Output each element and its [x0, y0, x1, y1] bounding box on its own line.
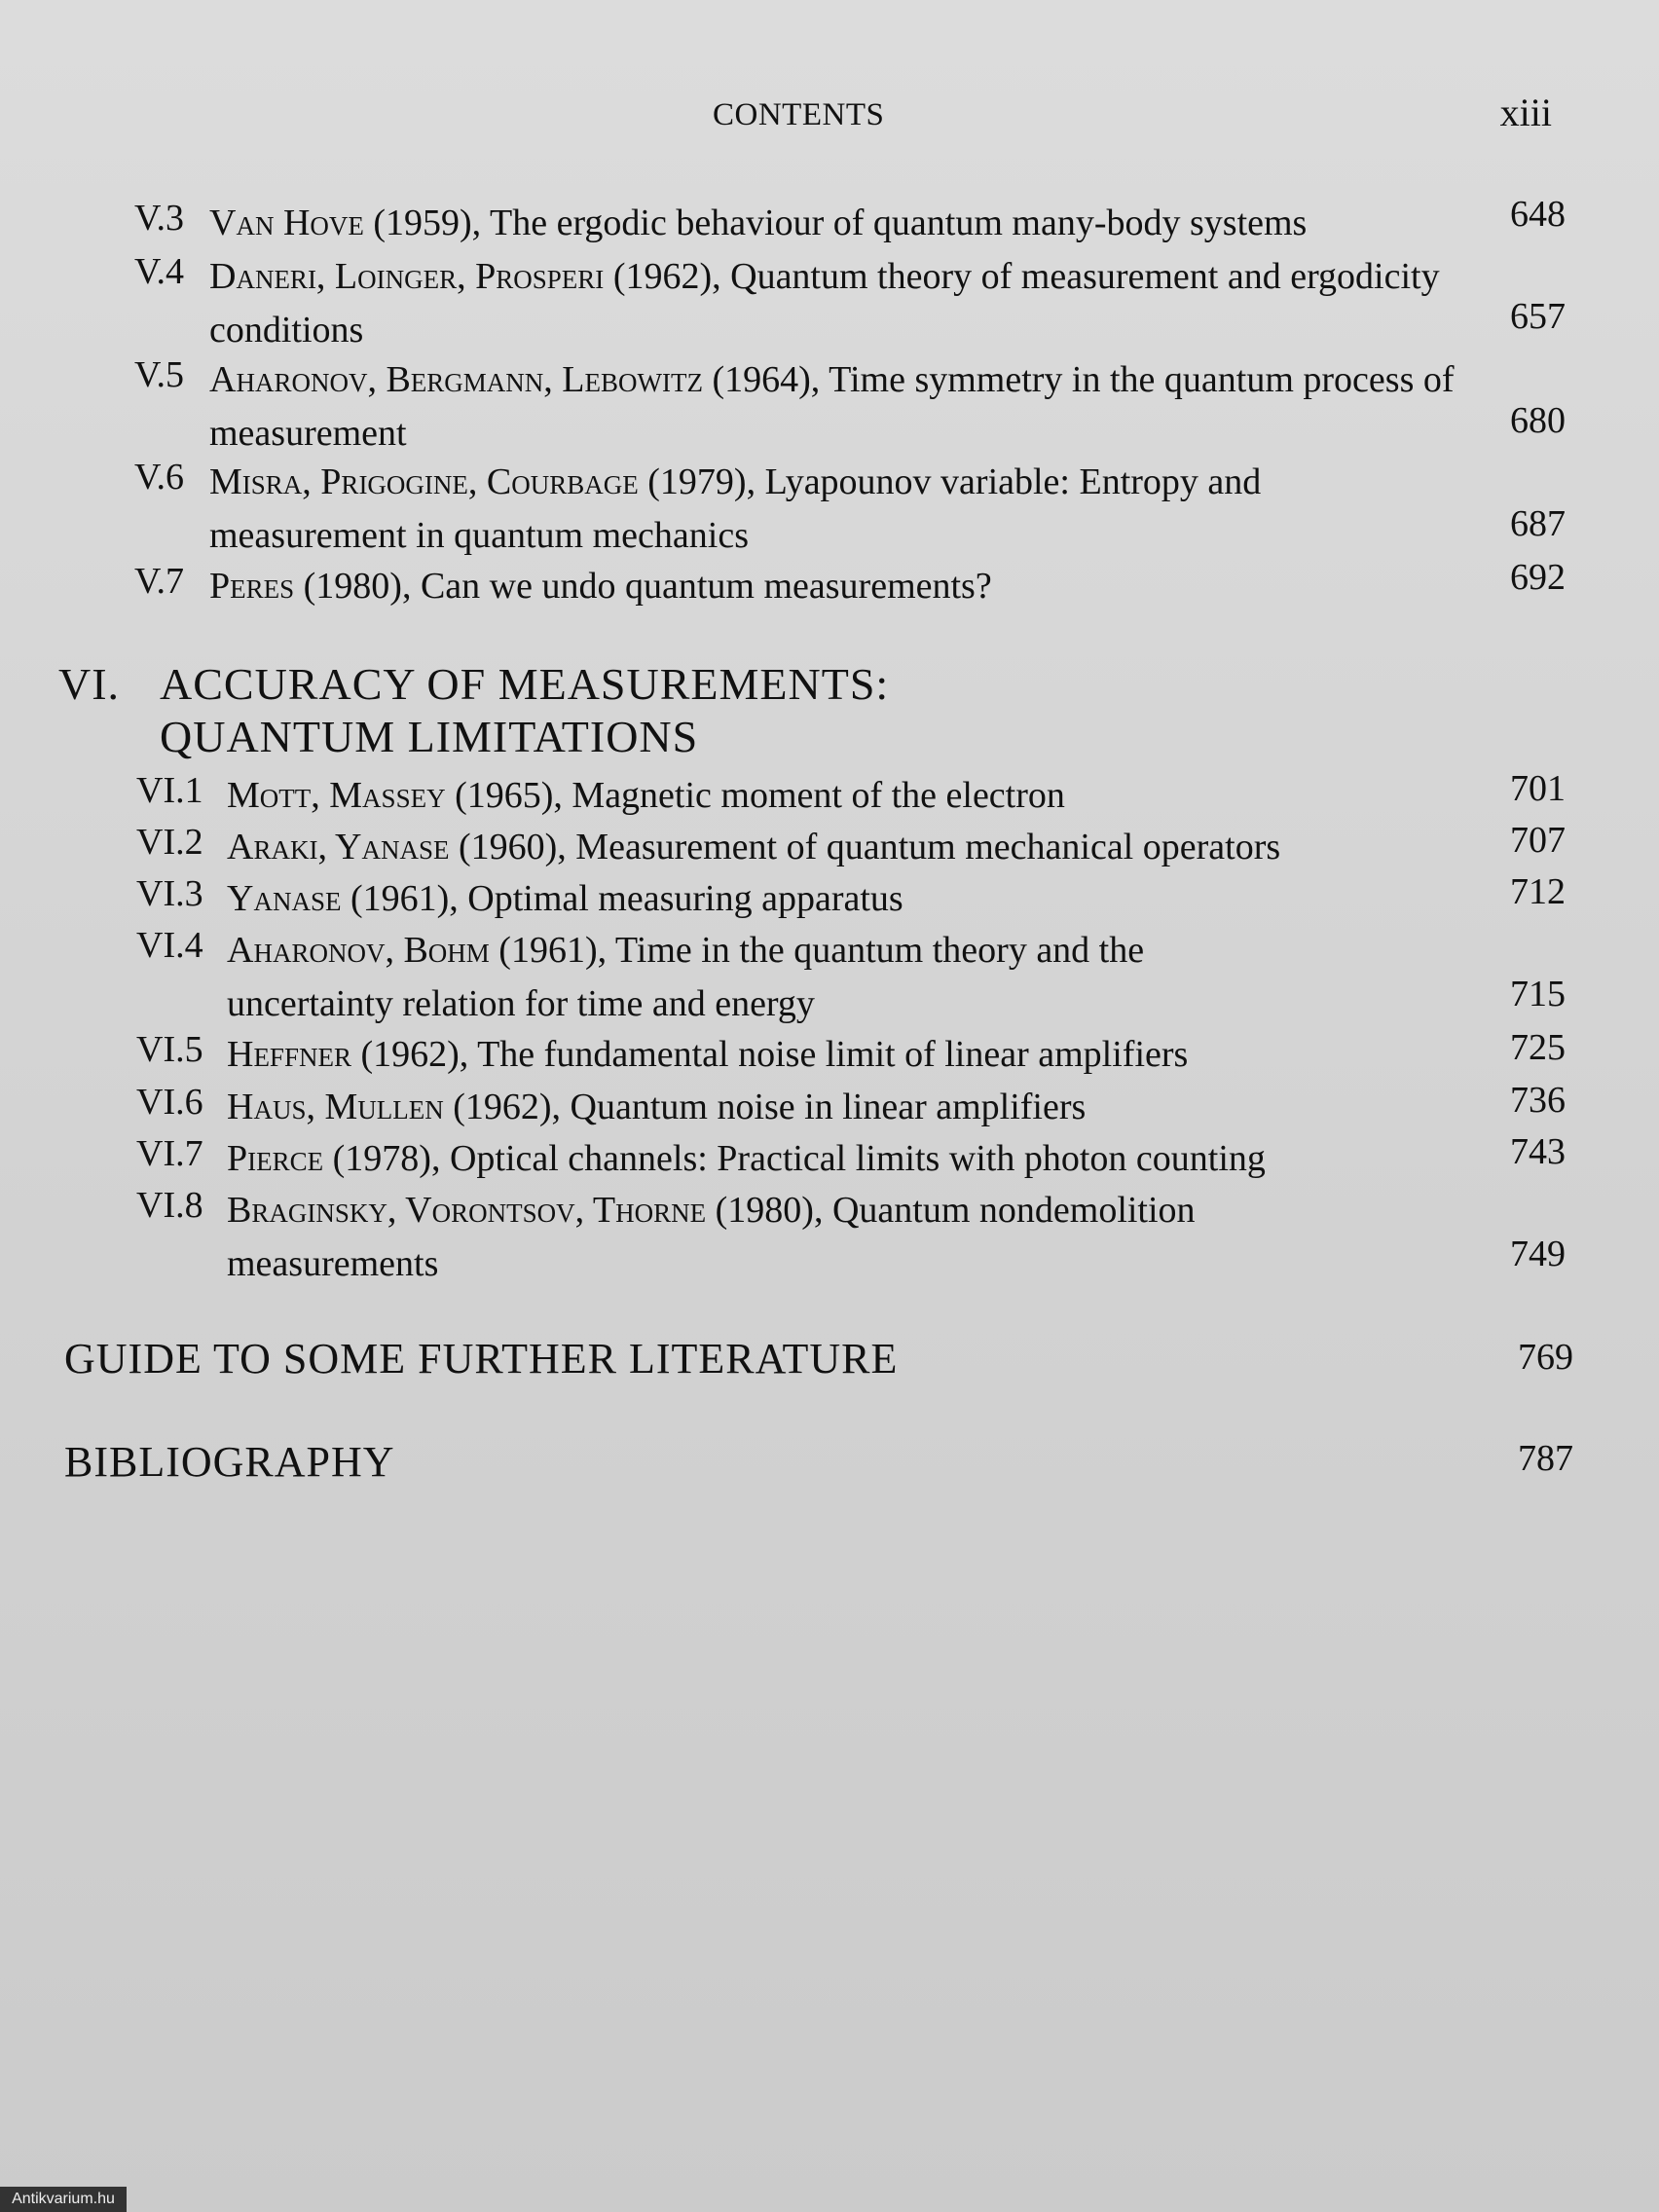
entry-number: V.4	[134, 251, 185, 292]
entry-authors: Mott, Massey	[227, 775, 446, 816]
entry-title: (1962), The fundamental noise limit of linear amplifiers	[350, 1034, 1189, 1075]
entry-title: (1962), Quantum noise in linear amplifiers	[443, 1087, 1087, 1127]
section-number: VI.	[58, 659, 121, 709]
entry-text	[227, 821, 1483, 874]
running-head: CONTENTS	[713, 97, 885, 132]
entry-number: VI.3	[136, 873, 203, 914]
entry-authors: Aharonov, Bohm	[227, 930, 490, 971]
page-header	[0, 91, 1659, 146]
entry-authors: Braginsky, Vorontsov, Thorne	[227, 1190, 707, 1231]
further-literature-page: 769	[1518, 1337, 1573, 1378]
entry-title: (1980), Quantum nondemolition measurements	[227, 1190, 1196, 1284]
entry-authors: Daneri, Loinger, Prosperi	[209, 256, 605, 297]
entry-number: V.3	[134, 198, 185, 239]
entry-page: 657	[1510, 296, 1566, 337]
entry-number: VI.5	[136, 1029, 203, 1070]
entry-text	[227, 924, 1298, 1031]
entry-page: 680	[1510, 400, 1566, 441]
entry-text	[227, 1132, 1483, 1186]
entry-text	[209, 250, 1446, 357]
entry-authors: Aharonov, Bergmann, Lebowitz	[209, 359, 703, 400]
entry-text	[227, 1184, 1346, 1291]
entry-text	[209, 560, 1475, 613]
entry-number: VI.2	[136, 822, 203, 863]
toc-entry-further-literature: GUIDE TO SOME FURTHER LITERATURE	[64, 1335, 899, 1382]
entry-page: 707	[1510, 820, 1566, 861]
entry-authors: Haus, Mullen	[227, 1087, 444, 1127]
entry-page: 743	[1510, 1131, 1566, 1172]
entry-title: (1960), Measurement of quantum mechanical operators	[449, 827, 1281, 867]
entry-number: VI.8	[136, 1185, 203, 1226]
entry-text	[209, 353, 1465, 461]
entry-number: VI.7	[136, 1133, 203, 1174]
entry-title: (1959), The ergodic behaviour of quantum many-body systems	[363, 203, 1308, 243]
watermark: Antikvarium.hu	[0, 2187, 127, 2212]
section-title: ACCURACY OF MEASUREMENTS: QUANTUM LIMITATIONS	[160, 659, 890, 761]
entry-title: (1964), Time symmetry in the quantum process of measurement	[209, 359, 1455, 454]
entry-title: (1979), Lyapounov variable: Entropy and measurement in quantum mechanics	[209, 461, 1262, 556]
entry-number: V.7	[134, 561, 185, 602]
entry-title: (1978), Optical channels: Practical limits with photon counting	[323, 1138, 1266, 1179]
entry-text	[209, 456, 1426, 563]
entry-text	[227, 1028, 1483, 1082]
page-folio: xiii	[1499, 91, 1552, 134]
entry-number: V.6	[134, 457, 185, 498]
entry-page: 749	[1510, 1234, 1566, 1274]
entry-page: 712	[1510, 871, 1566, 912]
entry-title: (1962), Quantum theory of measurement and ergodicity conditions	[209, 256, 1440, 350]
entry-text	[227, 1081, 1483, 1134]
entry-number: VI.1	[136, 770, 203, 811]
entry-authors: Van Hove	[209, 203, 364, 243]
bibliography-page: 787	[1518, 1438, 1573, 1479]
entry-authors: Peres	[209, 566, 295, 607]
entry-text	[227, 872, 1483, 926]
entry-title: (1965), Magnetic moment of the electron	[445, 775, 1065, 816]
entry-authors: Heffner	[227, 1034, 351, 1075]
entry-number: V.5	[134, 354, 185, 395]
entry-authors: Yanase	[227, 878, 342, 919]
entry-page: 692	[1510, 557, 1566, 598]
toc-entry-bibliography: BIBLIOGRAPHY	[64, 1438, 395, 1486]
entry-page: 725	[1510, 1027, 1566, 1068]
entry-text	[227, 769, 1483, 823]
entry-authors: Misra, Prigogine, Courbage	[209, 461, 639, 502]
entry-title: (1980), Can we undo quantum measurements?	[294, 566, 992, 607]
entry-title: (1961), Optimal measuring apparatus	[341, 878, 903, 919]
entry-number: VI.6	[136, 1082, 203, 1123]
entry-page: 715	[1510, 974, 1566, 1014]
entry-number: VI.4	[136, 925, 203, 966]
entry-page: 701	[1510, 768, 1566, 809]
entry-authors: Araki, Yanase	[227, 827, 450, 867]
entry-title: (1961), Time in the quantum theory and the uncertainty relation for time and energy	[227, 930, 1145, 1024]
entry-page: 648	[1510, 194, 1566, 235]
entry-page: 736	[1510, 1080, 1566, 1121]
entry-text	[209, 197, 1475, 250]
entry-authors: Pierce	[227, 1138, 324, 1179]
entry-page: 687	[1510, 503, 1566, 544]
